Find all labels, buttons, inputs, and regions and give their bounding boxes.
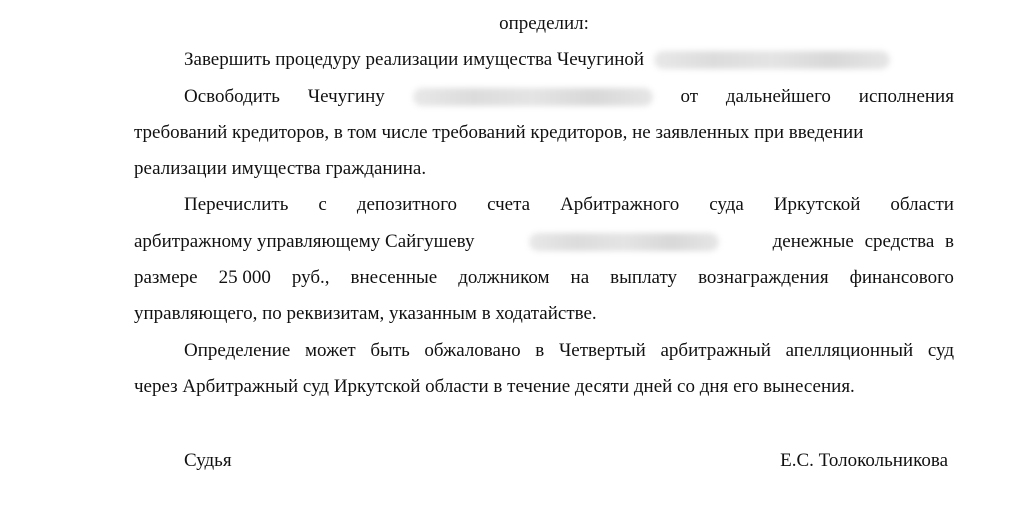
word: быть	[370, 340, 410, 361]
word: на	[570, 267, 590, 288]
word: руб.,	[291, 267, 330, 288]
word: размере	[134, 267, 198, 288]
redacted-name	[413, 88, 653, 106]
signature-title: Судья	[184, 450, 232, 471]
paragraph-2-line-3: реализации имущества гражданина.	[134, 158, 427, 179]
word: может	[305, 340, 356, 361]
line-segment: денежные средства в	[772, 231, 954, 252]
word: Перечислить	[184, 194, 289, 215]
paragraph-3-line-3	[134, 264, 954, 292]
word: выплату	[610, 267, 678, 288]
word: Освободить	[184, 86, 280, 107]
word: Определение	[184, 340, 291, 361]
paragraph-1-line-1	[184, 46, 944, 74]
word: внесенные	[350, 267, 438, 288]
decided-heading: определил:	[499, 13, 589, 34]
word: в	[535, 340, 545, 361]
word: Арбитражного	[560, 194, 680, 215]
paragraph-2-line-1	[184, 83, 954, 111]
paragraph-2-line-2: требований кредиторов, в том числе требований кредиторов, не заявленных при введении	[134, 122, 864, 143]
word: должником	[458, 267, 550, 288]
word: дальнейшего	[725, 86, 831, 107]
word: обжаловано	[424, 340, 521, 361]
paragraph-4-line-1	[184, 337, 954, 365]
amount: 25 000	[218, 267, 271, 288]
redacted-name	[654, 51, 890, 69]
word: исполнения	[858, 86, 954, 107]
word: суда	[709, 194, 744, 215]
word: от	[680, 86, 699, 107]
paragraph-3-line-2	[134, 228, 954, 256]
word: финансового	[849, 267, 954, 288]
word: с	[318, 194, 327, 215]
paragraph-1-text: Завершить процедуру реализации имущества Чечугиной	[184, 49, 645, 70]
paragraph-3-line-1	[184, 191, 954, 219]
word: Чечугину	[307, 86, 385, 107]
word: апелляционный	[785, 340, 914, 361]
word: счета	[487, 194, 531, 215]
word: арбитражный	[660, 340, 771, 361]
word: депозитного	[356, 194, 458, 215]
signature-name: Е.С. Толокольникова	[780, 450, 948, 471]
word: суд	[927, 340, 954, 361]
word: Иркутской	[773, 194, 861, 215]
word: Четвертый	[558, 340, 646, 361]
paragraph-4-line-2: через Арбитражный суд Иркутской области в течение десяти дней со дня его вынесения.	[134, 376, 855, 397]
paragraph-3-line-4: управляющего, по реквизитам, указанным в ходатайстве.	[134, 303, 597, 324]
redacted-name	[529, 233, 719, 251]
word: вознаграждения	[698, 267, 829, 288]
word: области	[890, 194, 954, 215]
line-segment: арбитражному управляющему Сайгушеву	[134, 231, 475, 252]
